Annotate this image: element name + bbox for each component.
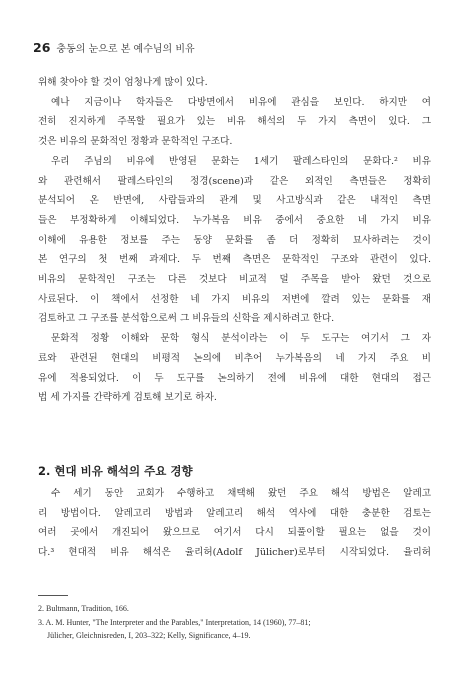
text-line: 것은 비유의 문화적인 정황과 문학적인 구조다. (38, 136, 233, 148)
page-number: 26 (33, 40, 51, 55)
running-header (33, 40, 195, 55)
text-line: 와 관련해서 팔레스타인의 정경(scene)과 같은 외적인 측면들은 정확히 (38, 175, 431, 187)
footnotes (38, 602, 432, 643)
text-line: 사료된다. 이 책에서 선정한 네 가지 비유의 저변에 깔려 있는 문화를 재 (38, 293, 431, 305)
text-line: 분석되어 온 반면에, 사람들과의 관계 및 사고방식과 같은 내적인 측면 (38, 195, 431, 207)
text-line: 리 방법이다. 알레고리 방법과 알레고리 해석 역사에 대한 충분한 검토는 (38, 507, 431, 519)
text-line: 우리 주님의 비유에 반영된 문화는 1세기 팔레스타인의 문화다.² 비유 (51, 155, 431, 167)
footnote-divider (38, 595, 68, 596)
text-line: 예나 지금이나 학자들은 다방면에서 비유에 관심을 보인다. 하지만 여 (51, 96, 431, 108)
text-line: 들은 부정확하게 이해되었다. 누가복음 비유 중에서 중요한 네 가지 비유 (38, 214, 431, 226)
running-title: 충동의 눈으로 본 예수님의 비유 (56, 44, 195, 55)
section-heading: 2. 현대 비유 해석의 주요 경향 (38, 464, 193, 478)
text-line: 위해 찾아야 할 것이 엄청나게 많이 있다. (38, 77, 208, 88)
body-text-top (38, 73, 431, 408)
text-line: 법 세 가지를 간략하게 검토해 보기로 하자. (38, 392, 217, 404)
text-line: 다.³ 현대적 비유 해석은 율리허(Adolf Jülicher)로부터 시작되었다. 율리허 (38, 547, 431, 559)
footnote-3-continued: Jülicher, Gleichnisreden, I, 203–322; Kelly, Significance, 4–19. (47, 631, 251, 641)
text-line: 비유의 문학적인 구조는 다른 것보다 비교적 덜 주목을 받아 왔던 것으로 (38, 274, 431, 286)
text-line: 유에 적용되었다. 이 두 도구를 논의하기 전에 비유에 대한 현대의 접근 (38, 372, 431, 384)
text-line: 이해에 유용한 정보를 주는 동양 문화를 좀 더 정확히 묘사하려는 것이 (38, 234, 431, 246)
footnote-2: 2. Bultmann, Tradition, 166. (38, 604, 129, 613)
text-line: 여러 곳에서 개진되어 왔으므로 여기서 다시 되풀이할 필요는 없을 것이 (38, 527, 431, 539)
text-line: 본 연구의 첫 번째 과제다. 두 번째 측면은 문학적인 구조와 관련이 있다. (38, 254, 431, 266)
text-line: 검토하고 그 구조를 분석함으로써 그 비유들의 신학을 제시하려고 한다. (38, 313, 335, 325)
body-text-bottom (38, 484, 431, 563)
text-line: 문화적 정황 이해와 문학 형식 분석이라는 이 두 도구는 여기서 그 자 (51, 333, 431, 345)
text-line: 수 세기 동안 교회가 수행하고 채택해 왔던 주요 해석 방법은 알레고 (51, 488, 431, 499)
text-line: 전히 진지하게 주목할 필요가 있는 비유 해석의 두 가지 측면이 있다. 그 (38, 116, 431, 128)
text-line: 료와 관련된 현대의 비평적 논의에 비추어 누가복음의 네 가지 주요 비 (38, 352, 431, 364)
footnote-3: 3. A. M. Hunter, "The Interpreter and the Parables," Interpretation, 14 (1960), 77–81; (38, 617, 311, 627)
